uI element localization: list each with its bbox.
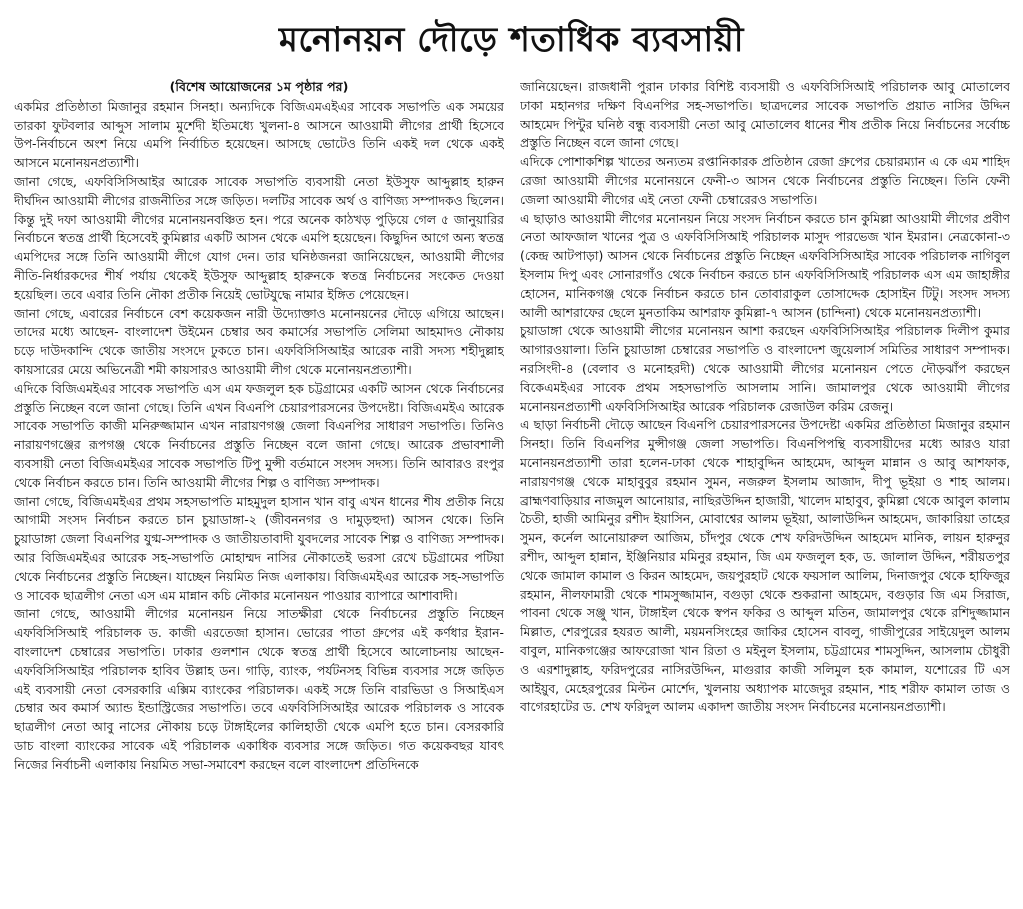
article-paragraph: এদিকে বিজিএমইএর সাবেক সভাপতি এস এম ফজলুল হক চট্টগ্রামের একটি আসন থেকে নির্বাচনের প্রস্তুতি নিচ্ছেন বলে জানা গেছে। তিনি এখন বিএনপি চেয়ারপারসনের উপদেষ্টা। বিজিএমইএ আরেক সাবেক সভাপতি কাজী মনিরুজ্জামান এখন নারায়ণগঞ্জ জেলা বিএনপির সাধারণ সভাপতি। তিনিও নারায়ণগঞ্জের রূপগঞ্জ থেকে নির্বাচনের প্রস্তুতি নিচ্ছেন বলে জানা গেছে। আরেক প্রভাবশালী ব্যবসায়ী নেতা বিজিএমইএর সাবেক সভাপতি টিপু মুন্সী বর্তমানে সংসদ সদস্য। তিনি আবারও রংপুর থেকে নির্বাচন করতে চান। তিনি আওয়ামী লীগের শিল্প ও বাণিজ্য সম্পাদক। xyxy=(14,380,504,490)
continuation-note: (বিশেষ আয়োজনের ১ম পৃষ্ঠার পর) xyxy=(169,79,349,94)
article-paragraph: জানিয়েছেন। রাজধানী পুরান ঢাকার বিশিষ্ট ব্যবসায়ী ও এফবিসিসিআই পরিচালক আবু মোতালেব ঢাকা মহানগর দক্ষিণ বিএনপির সহ-সভাপতি। ছাত্রদলের সাবেক সভাপতি প্রয়াত নাসির উদ্দিন আহমেদ পিন্টুর ঘনিষ্ঠ বন্ধু ব্যবসায়ী নেতা আবু মোতালেব ধানের শীষ প্রতীক নিয়ে নির্বাচনের সর্বোচ্চ প্রস্তুতি নিচ্ছেন বলে জানা গেছে। xyxy=(520,79,1010,151)
headline: মনোনয়ন দৌড়ে শতাধিক ব্যবসায়ী xyxy=(279,20,744,60)
article-paragraph: এ ছাড়া নির্বাচনী দৌড়ে আছেন বিএনপি চেয়ারপারসনের উপদেষ্টা একমির প্রতিষ্ঠাতা মিজানুর রহমান সিনহা। তিনি বিএনপির মুন্সীগঞ্জ জেলা সভাপতি। বিএনপিপন্থি ব্যবসায়ীদের মধ্যে আরও যারা মনোনয়নপ্রত্যাশী তারা হলেন-ঢাকা থেকে শাহাবুদ্দিন আহমেদ, আব্দুল মান্নান ও আবু আশফাক, নারায়ণগঞ্জ থেকে মাহাবুবুর রহমান সুমন, নজরুল ইসলাম আজাদ, দীপু ভূইয়া ও শাহ আলম। ব্রাহ্মণবাড়িয়ার নাজমুল আনোয়ার, নাছিরউদ্দিন হাজারী, খালেদ মাহাবুব, কুমিল্লা থেকে আবুল কালাম চৈতী, হাজী আমিনুর রশীদ ইয়াসিন, মোবাশ্বের আলম ভূইয়া, আলাউদ্দিন আহমেদ, জাকারিয়া তাহের সুমন, কর্নেল আনোয়ারুল আজিম, চাঁদপুর থেকে শেখ ফরিদউদ্দিন আহমেদ মানিক, লায়ন হারুনুর রশীদ, আব্দুল হান্নান, ইঞ্জিনিয়ার মমিনুর রহমান, জি এম ফজলুল হক, ড. জালাল উদ্দিন, শরীয়তপুর থেকে জামাল কামাল ও কিরন আহমেদ, জয়পুরহাট থেকে ফয়সাল আলিম, দিনাজপুর থেকে হাফিজুর রহমান, নীলফামারী থেকে শামসুজ্জামান, বগুড়া থেকে শুকরানা আহমেদ, বগুড়ার জি এম সিরাজ, পাবনা থেকে সঞ্জু খান, টাঙ্গাইল থেকে স্বপন ফকির ও আব্দুল মতিন, জামালপুর থেকে রশিদুজ্জামান মিল্লাত, শেরপুরের হযরত আলী, ময়মনসিংহের জাকির হোসেন বাবলু, গাজীপুরের সাইয়েদুল আলম বাবুল, মানিকগঞ্জের আফরোজা খান রিতা ও মইনুল ইসলাম, চট্টগ্রামের শামসুদ্দিন, আসলাম চৌধুরী ও এরশাদুল্লাহ, ফরিদপুরের নাসিরউদ্দিন, মাগুরার কাজী সলিমুল হক কামাল, যশোরের টি এস আইয়ুব, মেহেরপুরের মিল্টন মোর্শেদ, খুলনায় অধ্যাপক মাজেদুর রহমান, শাহ শরীফ কামাল তাজ ও বাগেরহাটের ড. শেখ ফরিদুল আলম একাদশ জাতীয় সংসদ নির্বাচনের মনোনয়নপ্রত্যাশী। xyxy=(520,417,1010,715)
article-paragraph: জানা গেছে, এফবিসিসিআইর আরেক সাবেক সভাপতি ব্যবসায়ী নেতা ইউসুফ আব্দুল্লাহ হারুন দীর্ঘদিন আওয়ামী লীগের রাজনীতির সঙ্গে জড়িত। দলটির সাবেক অর্থ ও বাণিজ্য সম্পাদকও ছিলেন। কিন্তু দুই দফা আওয়ামী লীগের মনোনয়নবঞ্চিত হন। পরে অনেক কাঠখড় পুড়িয়ে গেল ৫ জানুয়ারির নির্বাচনে স্বতন্ত্র প্রার্থী হিসেবেই কুমিল্লার একটি আসন থেকে এমপি হয়েছেন। কিছুদিন আগে অন্য স্বতন্ত্র এমপিদের সঙ্গে তিনি আওয়ামী লীগে যোগ দেন। তার ঘনিষ্ঠজনরা জানিয়েছেন, আওয়ামী লীগের নীতি-নির্ধারকদের শীর্ষ পর্যায় থেকেই ইউসুফ আব্দুল্লাহ হারুনকে স্বতন্ত্র নির্বাচনের সংকেত দেওয়া হয়েছিল। তবে এবার তিনি নৌকা প্রতীক নিয়েই ভোটযুদ্ধে নামার ইঙ্গিত পেয়েছেন। xyxy=(14,173,504,302)
article-paragraph: জানা গেছে, এবারের নির্বাচনে বেশ কয়েকজন নারী উদ্যোক্তাও মনোনয়নের দৌড়ে এগিয়ে আছেন। তাদের মধ্যে আছেন- বাংলাদেশ উইমেন চেম্বার অব কমার্সের সভাপতি সেলিমা আহমাদও নৌকায় চড়ে দাউদকান্দি থেকে জাতীয় সংসদে ঢুকতে চান। এফবিসিসিআইর আরেক নারী সদস্য শহীদুল্লাহ কায়সারের মেয়ে অভিনেত্রী শমী কায়সারও আওয়ামী লীগ থেকে মনোনয়নপ্রত্যাশী। xyxy=(14,305,504,377)
left-column xyxy=(14,78,504,900)
article-paragraph: এ ছাড়াও আওয়ামী লীগের মনোনয়ন নিয়ে সংসদ নির্বাচন করতে চান কুমিল্লা আওয়ামী লীগের প্রবীণ নেতা আফজাল খানের পুত্র ও এফবিসিসিআই পরিচালক মাসুদ পারভেজ খান ইমরান। নেত্রকোনা-৩ (কেন্দ্র আটপাড়া) আসন থেকে নির্বাচনের প্রস্তুতি নিচ্ছেন এফবিসিসিআইর সাবেক পরিচালক নাগিবুল ইসলাম দিপু এবং সোনারগাঁও থেকে নির্বাচন করতে চান এফবিসিসিআই পরিচালক এস এম জাহাঙ্গীর হোসেন, মানিকগঞ্জ থেকে নির্বাচন করতে চান তোবারাকুল তোসাদ্দেক হোসাইন টিটু। সংসদ সদস্য আলী আশরাফের ছেলে মুনতাকিম আশরাফ কুমিল্লা-৭ আসন (চান্দিনা) থেকে মনোনয়নপ্রত্যাশী। xyxy=(520,210,1010,320)
right-column xyxy=(520,78,1010,900)
article-paragraph: এদিকে পোশাকশিল্প খাতের অন্যতম রপ্তানিকারক প্রতিষ্ঠান রেজা গ্রুপের চেয়ারম্যান এ কে এম শাহিদ রেজা আওয়ামী লীগের মনোনয়নে ফেনী-৩ আসন থেকে নির্বাচনের প্রস্তুতি নিচ্ছেন। তিনি ফেনী জেলা আওয়ামী লীগের এই নেতা ফেনী চেম্বারেরও সভাপতি। xyxy=(520,154,1010,207)
article-paragraph: চুয়াডাঙ্গা থেকে আওয়ামী লীগের মনোনয়ন আশা করছেন এফবিসিসিআইর পরিচালক দিলীপ কুমার আগারওয়ালা। তিনি চুয়াডাঙ্গা চেম্বারের সভাপতি ও বাংলাদেশ জুয়েলার্স সমিতির সাধারণ সম্পাদক। নরসিংদী-৪ (বেলাব ও মনোহরদী) থেকে আওয়ামী লীগের মনোনয়ন পেতে দৌড়ঝাঁপ করছেন বিকেএমইএর সাবেক প্রথম সহসভাপতি আসলাম সানি। জামালপুর থেকে আওয়ামী লীগের মনোনয়নপ্রত্যাশী এফবিসিসিআইর আরেক পরিচালক রেজাউল করিম রেজনু। xyxy=(520,323,1010,414)
article-paragraph: জানা গেছে, বিজিএমইএর প্রথম সহসভাপতি মাহমুদুল হাসান খান বাবু এখন ধানের শীষ প্রতীক নিয়ে আগামী সংসদ নির্বাচন করতে চান চুয়াডাঙ্গা-২ (জীবননগর ও দামুড়হুদা) আসন থেকে। তিনি চুয়াডাঙ্গা জেলা বিএনপির যুগ্ম-সম্পাদক ও জাতীয়তাবাদী যুবদলের সাবেক শিল্প ও বাণিজ্য সম্পাদক। আর বিজিএমইএর আরেক সহ-সভাপতি মোহাম্মদ নাসির নৌকাতেই ভরসা রেখে চট্টগ্রামের পটিয়া থেকে নির্বাচনের প্রস্তুতি নিচ্ছেন। যাচ্ছেন নিয়মিত নিজ এলাকায়। বিজিএমইএর আরেক সহ-সভাপতি ও সাবেক ছাত্রলীগ নেতা এস এম মান্নান কচি নৌকার মনোনয়ন পাওয়ার ব্যাপারে আশাবাদী। xyxy=(14,493,504,603)
article-paragraph: জানা গেছে, আওয়ামী লীগের মনোনয়ন নিয়ে সাতক্ষীরা থেকে নির্বাচনের প্রস্তুতি নিচ্ছেন এফবিসিসিআই পরিচালক ড. কাজী এরতেজা হাসান। ভোরের পাতা গ্রুপের এই কর্ণধার ইরান-বাংলাদেশ চেম্বারের সভাপতি। ঢাকার গুলশান থেকে স্বতন্ত্র প্রার্থী হিসেবে আলোচনায় আছেন- এফবিসিসিআইর পরিচালক হাবিব উল্লাহ ডন। গাড়ি, ব্যাংক, পর্যটনসহ বিভিন্ন ব্যবসার সঙ্গে জড়িত এই ব্যবসায়ী নেতা বেসরকারি এক্সিম ব্যাংকের পরিচালক। একই সঙ্গে তিনি বারভিডা ও সিআইএস চেম্বার অব কমার্স অ্যান্ড ইন্ডাস্ট্রিজের সভাপতি। তবে এফবিসিসিআইর আরেক পরিচালক ও সাবেক ছাত্রলীগ নেতা আবু নাসের নৌকায় চড়ে টাঙ্গাইলের কালিহাতী থেকে এমপি হতে চান। বেসরকারি ডাচ বাংলা ব্যাংকের সাবেক এই পরিচালক একাধিক ব্যবসার সঙ্গে জড়িত। গত কয়েকবছর যাবৎ নিজের নির্বাচনী এলাকায় নিয়মিত সভা-সমাবেশ করছেন বলে বাংলাদেশ প্রতিদিনকে xyxy=(14,606,504,772)
article-paragraph: একমির প্রতিষ্ঠাতা মিজানুর রহমান সিনহা। অন্যদিকে বিজিএমএইএর সাবেক সভাপতি এক সময়ের তারকা ফুটবলার আব্দুস সালাম মুর্শেদী ইতিমধ্যে খুলনা-৪ আসনে আওয়ামী লীগের প্রার্থী হিসেবে উপ-নির্বাচনে অংশ নিয়ে এমপি নির্বাচিত হয়েছেন। আসছে ভোটেও তিনি একই দল থেকে একই আসনে মনোনয়নপ্রত্যাশী। xyxy=(14,98,504,171)
